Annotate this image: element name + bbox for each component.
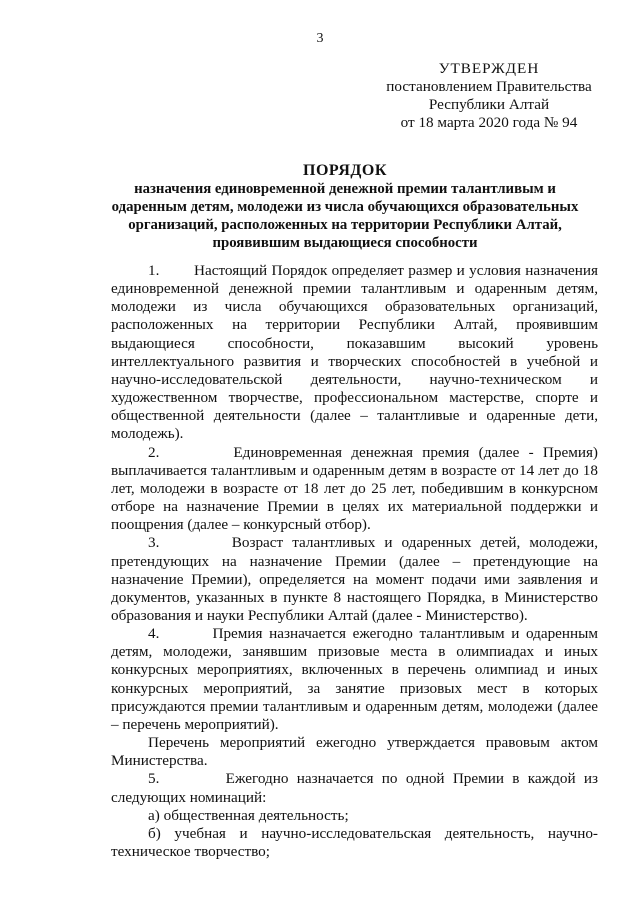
page-number: 3 — [316, 31, 324, 46]
document-subtitle: назначения единовременной денежной премии талантливым и одаренным детям, молодежи из числа обучающихся образовательных организаций, расположенных на территории Республики Алтай, проявившим выдающиеся способности — [111, 181, 579, 251]
paragraph-3: 3. Возраст талантливых и одаренных детей, молодежи, претендующих на назначение Премии (далее – претендующие на назначение Премии), определяется на момент подачи ими заявления и документов, указанных в пункте 8 настоящего Порядка, в Министерство образования и науки Республики Алтай (далее - Министерство). — [111, 534, 598, 624]
paragraph-2: 2. Единовременная денежная премия (далее - Премия) выплачивается талантливым и одаренным детям в возрасте от 14 лет до 18 лет, молодежи в возрасте от 18 лет до 25 лет, победившим в конкурсном отборе на назначение Премии в целях их материальной поддержки и поощрения (далее – конкурсный отбор). — [111, 443, 598, 534]
document-title: ПОРЯДОК — [303, 162, 387, 179]
approval-line-2: Республики Алтай — [428, 96, 550, 113]
paragraph-1: 1. Настоящий Порядок определяет размер и условия назначения единовременной денежной премии талантливым и одаренным детям, молодежи из числа обучающихся образовательных организаций, расположенных на территории Республики Алтай, проявившим выдающиеся способности, показавшим высокий уровень интеллектуального развития и творческих способностей в учебной и научно-исследовательской деятельности, научно-техническом и художественном творчестве, профессиональном мастерстве, спорте и общественной деятельности (далее – талантливые и одаренные дети, молодежь). — [111, 262, 598, 443]
paragraph-4: 4. Премия назначается ежегодно талантливым и одаренным детям, молодежи, занявшим призовые места в олимпиадах и иных конкурсных мероприятиях, включенных в перечень олимпиад и иных конкурсных мероприятий, за занятие призовых мест в которых присуждаются премии талантливым и одаренным детям, молодежи (далее – перечень мероприятий). — [111, 625, 598, 733]
paragraph-4-note: Перечень мероприятий ежегодно утверждается правовым актом Министерства. — [111, 734, 598, 770]
nomination-b: б) учебная и научно-исследовательская деятельность, научно-техническое творчество; — [111, 824, 598, 860]
approval-title: УТВЕРЖДЕН — [438, 60, 540, 77]
approval-line-3: от 18 марта 2020 года № 94 — [400, 114, 578, 131]
approval-line-1: постановлением Правительства — [386, 78, 592, 95]
document-heading — [110, 162, 580, 252]
nomination-a: а) общественная деятельность; — [148, 806, 349, 824]
paragraph-5: 5. Ежегодно назначается по одной Премии в каждой из следующих номинаций: — [111, 770, 598, 806]
document-body — [111, 262, 598, 861]
approval-stamp — [383, 60, 595, 132]
